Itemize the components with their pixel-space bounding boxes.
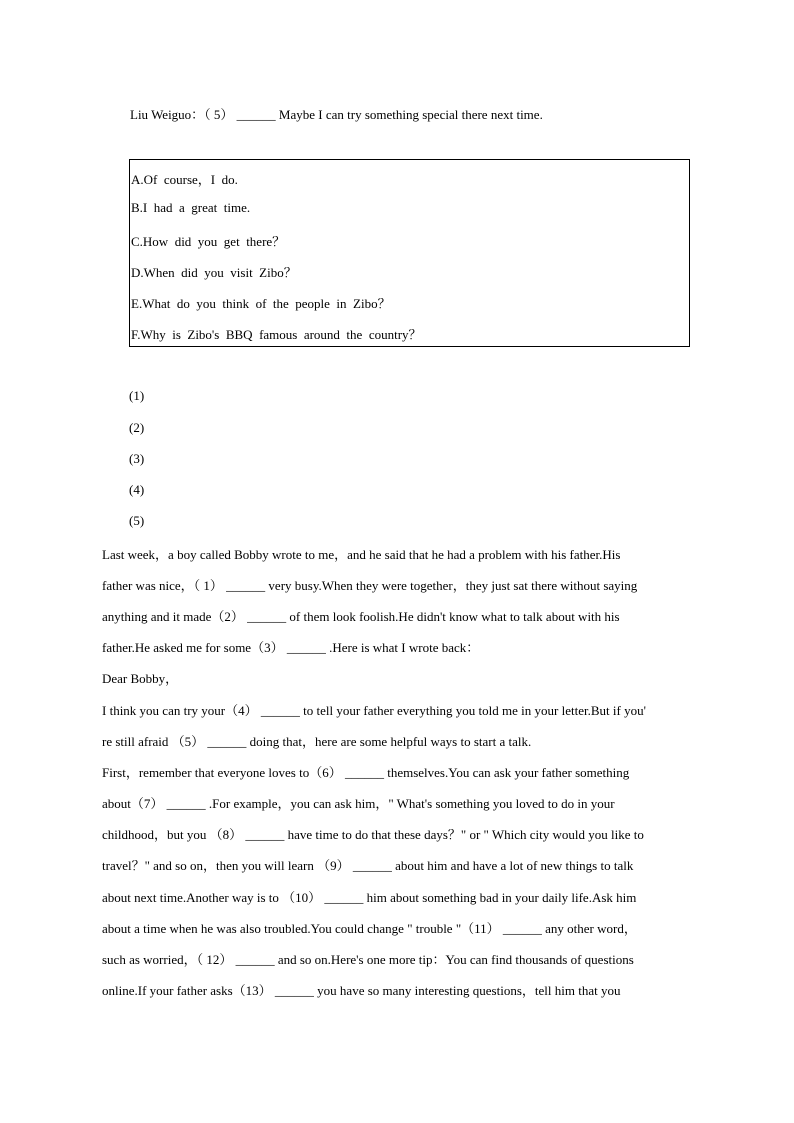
answer-number-4: (4) (129, 482, 145, 497)
passage-line: anything and it made（2） ______ of them look foolish.He didn't know what to talk about with his (102, 609, 620, 624)
options-box (129, 159, 690, 347)
passage-line: Dear Bobby， (102, 671, 179, 686)
passage-line: travel？" and so on，then you will learn （9） ______ about him and have a lot of new things to talk (102, 858, 634, 873)
passage-line: such as worried，（ 12） ______ and so on.Here's one more tip：You can find thousands of questions (102, 952, 634, 967)
answer-number-2: (2) (129, 420, 145, 435)
answer-number-1: (1) (129, 388, 145, 403)
option-f: F.Why is Zibo's BBQ famous around the country？ (131, 327, 422, 342)
passage-line: about（7） ______ .For example，you can ask him，" What's something you loved to do in your (102, 796, 615, 811)
passage-line: father was nice，（ 1） ______ very busy.When they were together，they just sat there without saying (102, 578, 638, 593)
passage-line: First，remember that everyone loves to（6） ______ themselves.You can ask your father something (102, 765, 630, 780)
passage-line: about next time.Another way is to （10） ______ him about something bad in your daily life.Ask him (102, 890, 637, 905)
option-b: B.I had a great time. (131, 200, 251, 215)
passage-line: re still afraid （5） ______ doing that，here are some helpful ways to start a talk. (102, 734, 532, 749)
passage-line: childhood，but you （8） ______ have time to do that these days？" or " Which city would you like to (102, 827, 644, 842)
option-c: C.How did you get there？ (131, 234, 286, 249)
answer-number-5: (5) (129, 513, 145, 528)
option-a: A.Of course，I do. (131, 172, 238, 187)
passage-line: I think you can try your（4） ______ to tell your father everything you told me in your letter.But if you' (102, 703, 646, 718)
option-e: E.What do you think of the people in Zibo？ (131, 296, 391, 311)
passage-line: Last week，a boy called Bobby wrote to me，and he said that he had a problem with his father.His (102, 547, 621, 562)
dialogue-line-5: Liu Weiguo：（ 5） ______ Maybe I can try something special there next time. (130, 107, 543, 122)
passage-line: online.If your father asks（13） ______ you have so many interesting questions，tell him that you (102, 983, 621, 998)
passage-line: about a time when he was also troubled.You could change " trouble "（11） ______ any other word， (102, 921, 637, 936)
option-d: D.When did you visit Zibo？ (131, 265, 297, 280)
answer-number-3: (3) (129, 451, 145, 466)
passage-line: father.He asked me for some（3） ______ .Here is what I wrote back： (102, 640, 480, 655)
